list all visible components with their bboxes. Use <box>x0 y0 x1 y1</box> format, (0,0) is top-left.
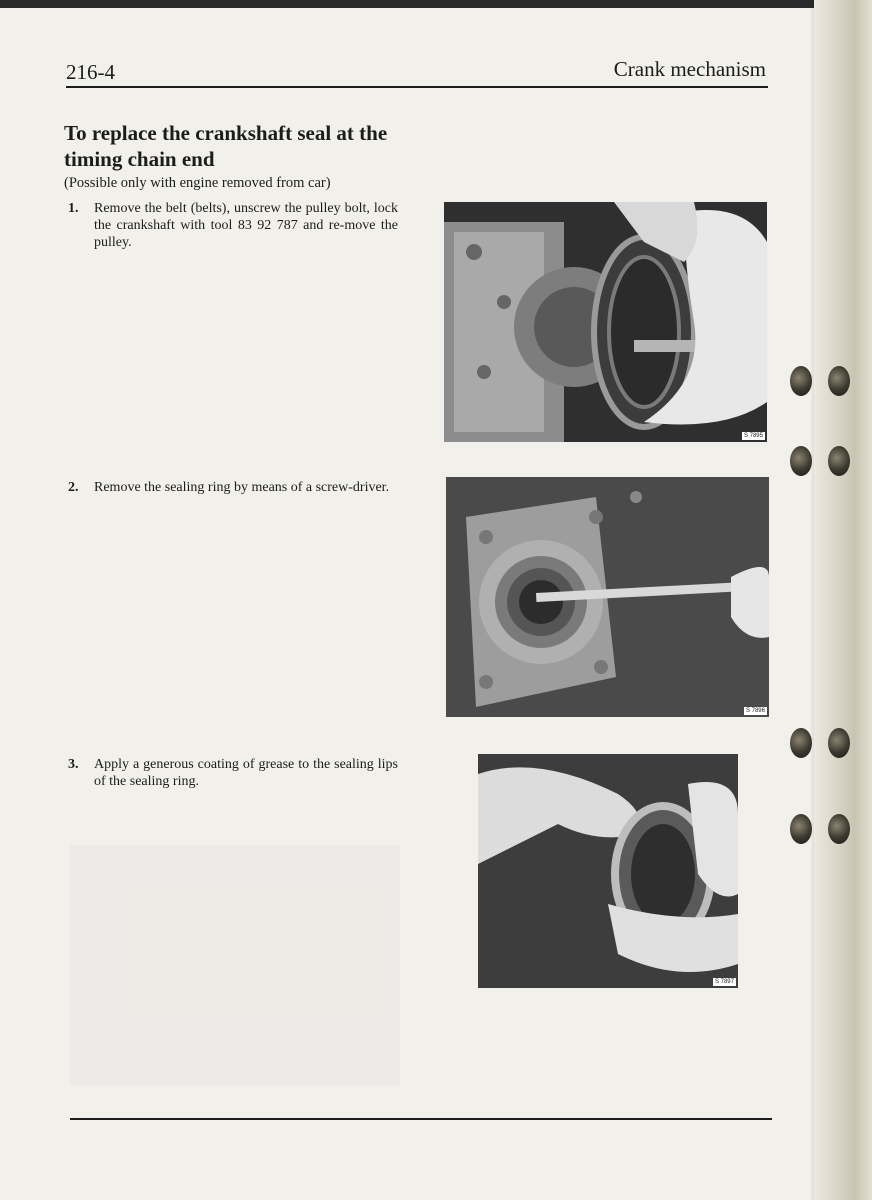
binder-hole-icon <box>790 366 812 396</box>
step-text: Apply a generous coating of grease to the sealing lips of the sealing ring. <box>94 757 398 789</box>
photo-seal-removal <box>446 477 769 717</box>
section-title: Crank mechanism <box>613 57 766 81</box>
binder-hole-icon <box>828 446 850 476</box>
footer-rule <box>70 1118 772 1120</box>
step-text: Remove the sealing ring by means of a screw-driver. <box>94 480 390 495</box>
step-number: 3. <box>68 757 79 772</box>
step-number: 2. <box>68 480 79 495</box>
page-right-edge <box>814 0 872 1200</box>
procedure-note: (Possible only with engine removed from car) <box>64 175 331 191</box>
binder-hole-icon <box>828 366 850 396</box>
photo-code: S 7897 <box>714 979 734 985</box>
step-2 <box>68 479 398 496</box>
step-3 <box>68 756 398 790</box>
step-text: Remove the belt (belts), unscrew the pulley bolt, lock the crankshaft with tool 83 92 787 and re-move the pulley. <box>94 201 398 250</box>
photo-seal-greasing <box>478 754 738 988</box>
page-number: 216-4 <box>66 60 115 84</box>
bleed-through-area <box>70 845 400 1085</box>
photo-pulley-removal <box>444 202 767 442</box>
header-rule <box>66 86 768 88</box>
procedure-heading: To replace the crankshaft seal at the timing chain end <box>64 121 388 171</box>
binder-hole-icon <box>828 728 850 758</box>
photo-code: S 7895 <box>743 433 763 439</box>
step-number: 1. <box>68 201 79 216</box>
photo-code: S 7896 <box>745 708 765 714</box>
page-top-edge <box>0 0 872 8</box>
binder-hole-icon <box>828 814 850 844</box>
binder-hole-icon <box>790 814 812 844</box>
binder-hole-icon <box>790 728 812 758</box>
step-1 <box>68 200 398 251</box>
binder-hole-icon <box>790 446 812 476</box>
